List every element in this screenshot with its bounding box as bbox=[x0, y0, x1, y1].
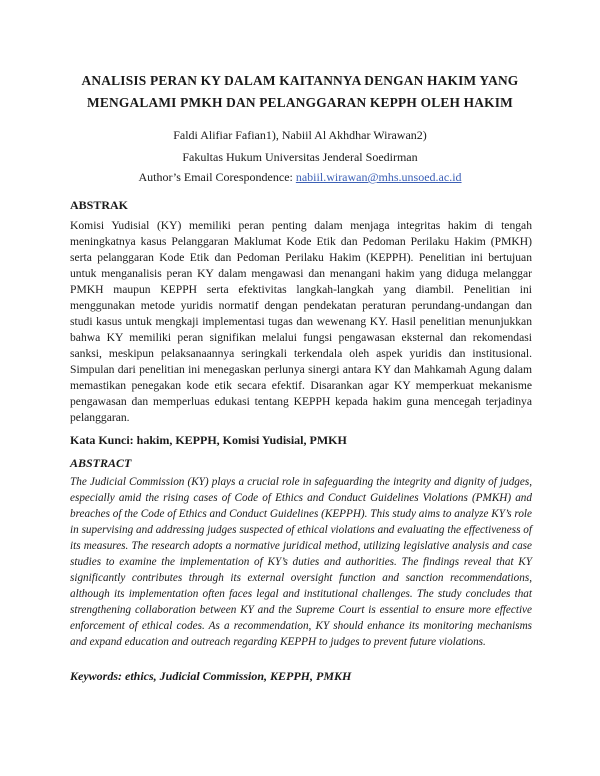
keywords: Keywords: ethics, Judicial Commission, KEPPH, PMKH bbox=[70, 669, 352, 683]
paper-title-line-1: ANALISIS PERAN KY DALAM KAITANNYA DENGAN HAKIM YANG bbox=[81, 73, 519, 88]
affiliation: Fakultas Hukum Universitas Jenderal Soedirman bbox=[182, 150, 418, 164]
email-link[interactable]: nabiil.wirawan@mhs.unsoed.ac.id bbox=[295, 170, 462, 184]
abstract-body: The Judicial Commission (KY) plays a crucial role in safeguarding the integrity and dignity of judges, especially amid the rising cases of Code of Ethics and Conduct Guidelines Violations (PMKH) and breaches of the Code of Ethics and Conduct Guidelines (KEPPH). This study aims to analyze KY’s role in supervising and addressing judges suspected of ethical violations and evaluating the effectiveness of its measures. The research adopts a normative juridical method, utilizing legislative analysis and case studies to examine the implementation of KY’s duties and authorities. The findings reveal that KY significantly contributes through its external oversight function and sanction recommendations, although its implementation often faces legal and institutional challenges. The study concludes that strengthening collaboration between KY and the Supreme Court is essential to ensure more effective enforcement of ethical codes. As a recommendation, KY should enhance its monitoring mechanisms and expand education and outreach regarding KEPPH to judges to prevent future violations. bbox=[70, 476, 532, 648]
abstrak-heading: ABSTRAK bbox=[70, 198, 129, 212]
author-list: Faldi Alifiar Fafian1), Nabiil Al Akhdhar Wirawan2) bbox=[173, 128, 427, 142]
correspondence-line bbox=[40, 169, 560, 185]
email-label: Author’s Email Corespondence: bbox=[138, 170, 296, 184]
paper-title-line-2: MENGALAMI PMKH DAN PELANGGARAN KEPPH OLEH HAKIM bbox=[87, 95, 513, 110]
abstract-heading: ABSTRACT bbox=[70, 456, 132, 470]
abstrak-body: Komisi Yudisial (KY) memiliki peran penting dalam menjaga integritas hakim di tengah meningkatnya kasus Pelanggaran Maklumat Kode Etik dan Pedoman Perilaku Hakim (PMKH) serta pelanggaran Kode Etik dan Pedoman Perilaku Hakim (KEPPH). Penelitian ini bertujuan untuk menganalisis peran KY dalam mengawasi dan menangani hakim yang diduga melanggar PMKH maupun KEPPH serta efektivitas langkah-langkah yang diambil. Penelitian ini menggunakan metode yuridis normatif dengan pendekatan peraturan perundang-undangan dan studi kasus untuk mengkaji implementasi tugas dan wewenang KY. Hasil penelitian menunjukkan bahwa KY memiliki peran signifikan melalui fungsi pengawasan eksternal dan rekomendasi sanksi, meskipun pelaksanaannya seringkali terkendala oleh aspek yuridis dan institusional. Simpulan dari penelitian ini menegaskan perlunya sinergi antara KY dan Mahkamah Agung dalam memastikan penegakan kode etik secara efektif. Disarankan agar KY memperkuat mekanisme pengawasan dan memperluas edukasi tentang KEPPH kepada hakim guna mencegah terjadinya pelanggaran. bbox=[70, 219, 532, 424]
kata-kunci: Kata Kunci: hakim, KEPPH, Komisi Yudisial, PMKH bbox=[70, 433, 347, 447]
